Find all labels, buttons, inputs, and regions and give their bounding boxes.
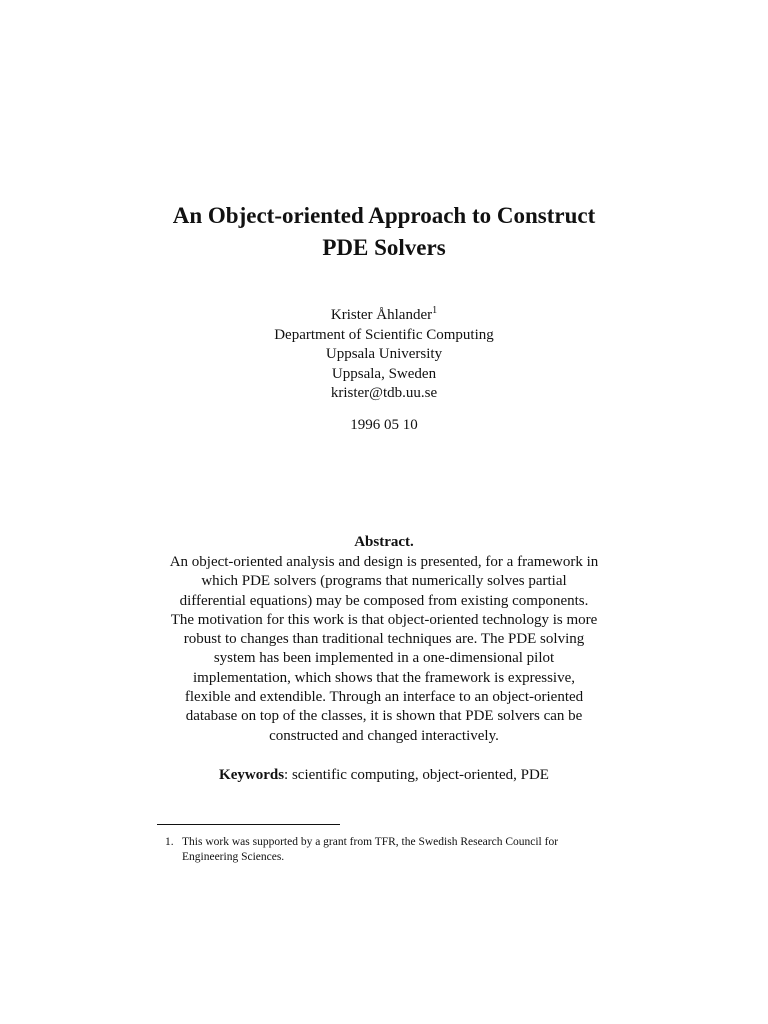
abstract-line: flexible and extendible. Through an interface to an object-oriented bbox=[184, 689, 584, 706]
abstract-heading: Abstract. bbox=[354, 534, 414, 550]
title-line-1: An Object-oriented Approach to Construct bbox=[172, 203, 596, 228]
abstract-line: The motivation for this work is that object-oriented technology is more bbox=[170, 611, 598, 628]
abstract-line: implementation, which shows that the framework is expressive, bbox=[193, 669, 575, 686]
abstract-line: constructed and changed interactively. bbox=[269, 727, 499, 744]
author-email: krister@tdb.uu.se bbox=[330, 385, 438, 401]
footnote-divider bbox=[157, 824, 340, 825]
author-footnote-mark: 1 bbox=[432, 305, 438, 316]
abstract-body bbox=[144, 553, 624, 746]
footnote-text bbox=[182, 835, 635, 865]
abstract-line: database on top of the classes, it is shown that PDE solvers can be bbox=[185, 708, 583, 725]
author-location: Uppsala, Sweden bbox=[331, 365, 437, 382]
footnote-line: Engineering Sciences. bbox=[182, 851, 285, 863]
paper-title bbox=[84, 200, 684, 264]
abstract-line: system has been implemented in a one-dimensional pilot bbox=[213, 650, 555, 667]
abstract-line: An object-oriented analysis and design is presented, for a framework in bbox=[169, 554, 599, 570]
footnote-number: 1. bbox=[165, 836, 174, 848]
footnote bbox=[165, 835, 635, 865]
abstract-line: differential equations) may be composed from existing components. bbox=[179, 592, 589, 609]
author-name-line bbox=[184, 306, 584, 326]
footnote-line: This work was supported by a grant from TFR, the Swedish Research Council for bbox=[182, 836, 559, 848]
keywords-text: : scientific computing, object-oriented, PDE bbox=[284, 767, 549, 783]
keywords-label: Keywords bbox=[219, 767, 285, 783]
author-block bbox=[184, 306, 584, 404]
author-university: Uppsala University bbox=[325, 346, 443, 362]
author-name: Krister Åhlander bbox=[330, 307, 433, 323]
abstract-line: robust to changes than traditional techniques are. The PDE solving bbox=[183, 631, 585, 648]
paper-date: 1996 05 10 bbox=[350, 417, 418, 433]
abstract-line: which PDE solvers (programs that numerically solves partial bbox=[201, 573, 567, 590]
author-department: Department of Scientific Computing bbox=[274, 326, 494, 343]
title-line-2: PDE Solvers bbox=[322, 235, 446, 260]
keywords bbox=[144, 766, 624, 785]
